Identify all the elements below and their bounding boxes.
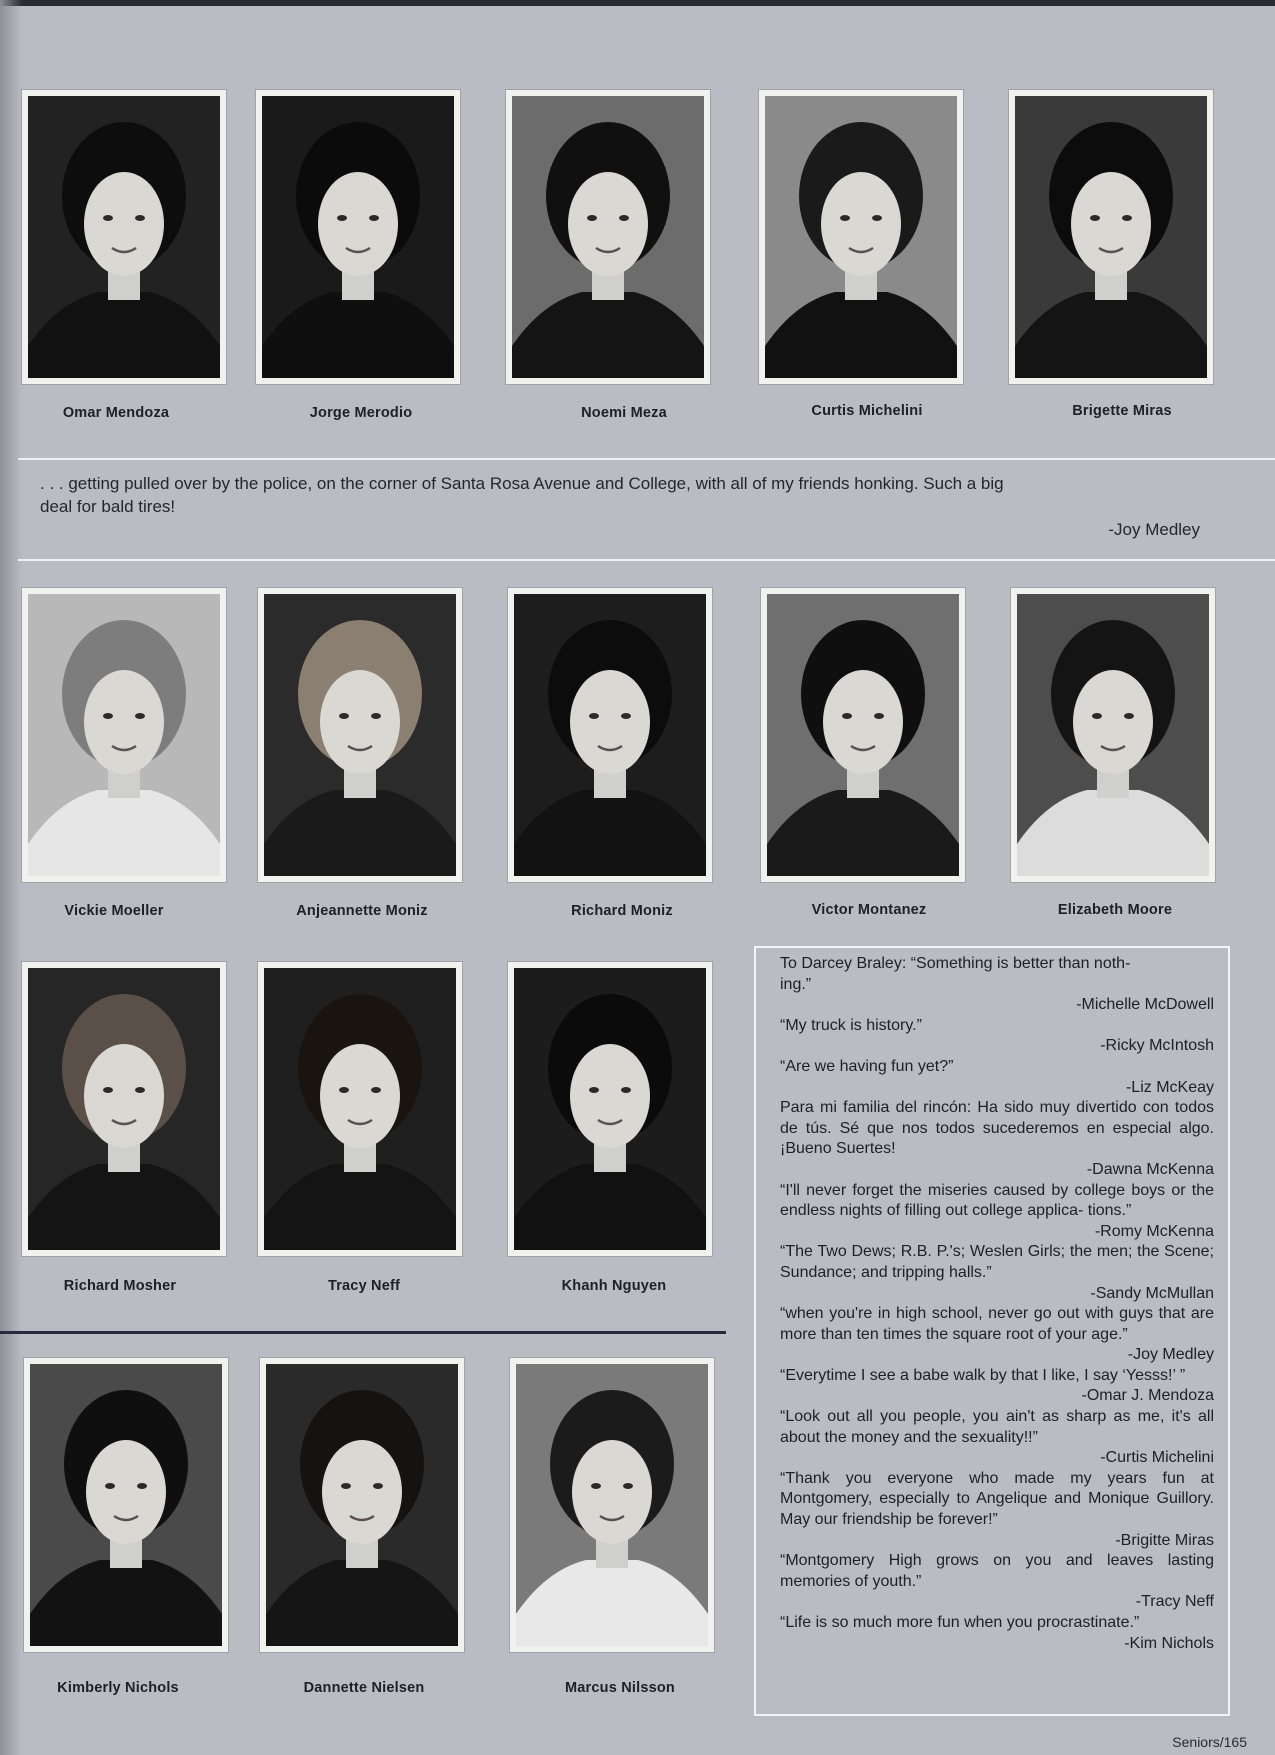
senior-quote-author: -Michelle McDowell — [1076, 996, 1214, 1014]
senior-quote-author: -Ricky McIntosh — [1100, 1037, 1214, 1055]
student-name: Anjeannette Moniz — [296, 903, 428, 919]
portrait-photo — [510, 1358, 714, 1652]
senior-quote-text: “I'll never forget the miseries caused by college boys or the endless nights of filling out college applica- tions.” — [780, 1181, 1214, 1220]
senior-quote-author: -Curtis Michelini — [1100, 1449, 1214, 1467]
portrait-photo — [258, 588, 462, 882]
senior-quote-text: To Darcey Braley: “Something is better than noth- — [780, 955, 1131, 972]
senior-quote-author: -Dawna McKenna — [1086, 1160, 1214, 1178]
student-name: Kimberly Nichols — [57, 1680, 179, 1696]
portrait-photo — [1009, 90, 1213, 384]
student-name: Tracy Neff — [327, 1278, 401, 1294]
senior-quote-author: -Liz McKeay — [1125, 1078, 1214, 1096]
senior-quote-author: -Kim Nichols — [1124, 1634, 1214, 1652]
portrait-image — [262, 96, 454, 378]
portrait-image — [1017, 594, 1209, 876]
senior-quote-text: ing.” — [780, 975, 812, 993]
section-divider — [0, 1331, 726, 1334]
senior-quote-text: “Montgomery High grows on you and leaves lasting memories of youth.” — [780, 1552, 1214, 1590]
portrait-image — [767, 594, 959, 876]
senior-quote-author: -Tracy Neff — [1135, 1593, 1214, 1611]
portrait-image — [1015, 96, 1207, 378]
senior-quote-text: “My truck is history.” — [780, 1016, 922, 1034]
portrait-photo — [22, 90, 226, 384]
page-folio: Seniors/165 — [1172, 1734, 1247, 1750]
senior-quote-text: “Everytime I see a babe walk by that I like, I say ‘Yesss!’ ” — [780, 1366, 1186, 1384]
page-top-edge — [0, 0, 1275, 6]
portrait-photo — [258, 962, 462, 1256]
portrait-image — [514, 594, 706, 876]
senior-quotes-box — [754, 946, 1230, 1716]
featured-quote — [40, 472, 1202, 539]
senior-quote-author: -Omar J. Mendoza — [1081, 1387, 1214, 1405]
portrait-photo — [22, 588, 226, 882]
portrait-image — [765, 96, 957, 378]
portrait-image — [28, 968, 220, 1250]
portrait-photo — [260, 1358, 464, 1652]
student-name: Marcus Nilsson — [565, 1680, 675, 1696]
senior-quote-author: -Romy McKenna — [1094, 1222, 1214, 1240]
portrait-image — [28, 594, 220, 876]
portrait-image — [266, 1364, 458, 1646]
senior-quote-text: “Are we having fun yet?” — [780, 1057, 954, 1075]
portrait-image — [514, 968, 706, 1250]
portrait-image — [512, 96, 704, 378]
senior-quote-text: “The Two Dews; R.B. P.'s; Weslen Girls; the men; the Scene; Sundance; and tripping halls.” — [780, 1243, 1214, 1281]
portrait-photo — [508, 962, 712, 1256]
senior-quote-text: “Life is so much more fun when you procrastinate.” — [780, 1614, 1140, 1631]
portrait-photo — [759, 90, 963, 384]
senior-quote-text: “Look out all you people, you ain't as sharp as me, it's all about the money and the sexuality!!” — [780, 1408, 1214, 1446]
featured-quote-author: -Joy Medley — [1108, 520, 1200, 539]
portrait-photo — [24, 1358, 228, 1652]
student-name: Elizabeth Moore — [1057, 902, 1173, 918]
student-name: Curtis Michelini — [811, 403, 923, 419]
portrait-photo — [506, 90, 710, 384]
senior-quote-author: -Brigitte Miras — [1115, 1531, 1214, 1549]
portrait-photo — [761, 588, 965, 882]
portrait-image — [30, 1364, 222, 1646]
senior-quote-author: -Sandy McMullan — [1090, 1284, 1214, 1302]
portrait-photo — [508, 588, 712, 882]
senior-quote-text: “Thank you everyone who made my years fun at Montgomery, especially to Angelique and Monique Guillory. May our friendship be forever!” — [780, 1469, 1214, 1529]
student-name: Omar Mendoza — [62, 405, 170, 421]
student-name: Dannette Nielsen — [303, 1680, 425, 1696]
portrait-image — [264, 594, 456, 876]
binding-shadow — [0, 0, 22, 1755]
student-name: Jorge Merodio — [309, 405, 413, 421]
portrait-image — [264, 968, 456, 1250]
featured-quote-line: deal for bald tires! — [40, 497, 176, 516]
section-divider — [18, 559, 1275, 561]
portrait-image — [516, 1364, 708, 1646]
student-name: Richard Moniz — [571, 903, 673, 919]
senior-quote-author: -Joy Medley — [1127, 1346, 1214, 1364]
portrait-photo — [256, 90, 460, 384]
student-name: Victor Montanez — [811, 902, 927, 918]
portrait-photo — [1011, 588, 1215, 882]
student-name: Khanh Nguyen — [561, 1278, 667, 1294]
student-name: Brigette Miras — [1072, 403, 1172, 419]
senior-quote-text: “when you're in high school, never go out with guys that are more than ten times the square root of your age.” — [780, 1305, 1214, 1343]
senior-quote-text: Para mi familia del rincón: Ha sido muy divertido con todos de tús. Sé que nos todos sucederemos en especial algo. ¡Bueno Suertes! — [780, 1099, 1214, 1158]
portrait-image — [28, 96, 220, 378]
portrait-photo — [22, 962, 226, 1256]
section-divider — [18, 458, 1275, 460]
student-name: Noemi Meza — [581, 405, 667, 421]
student-name: Vickie Moeller — [64, 903, 164, 919]
featured-quote-line: . . . getting pulled over by the police, on the corner of Santa Rosa Avenue and College, with all of my friends honking. Such a big — [40, 474, 1004, 493]
student-name: Richard Mosher — [63, 1278, 177, 1294]
